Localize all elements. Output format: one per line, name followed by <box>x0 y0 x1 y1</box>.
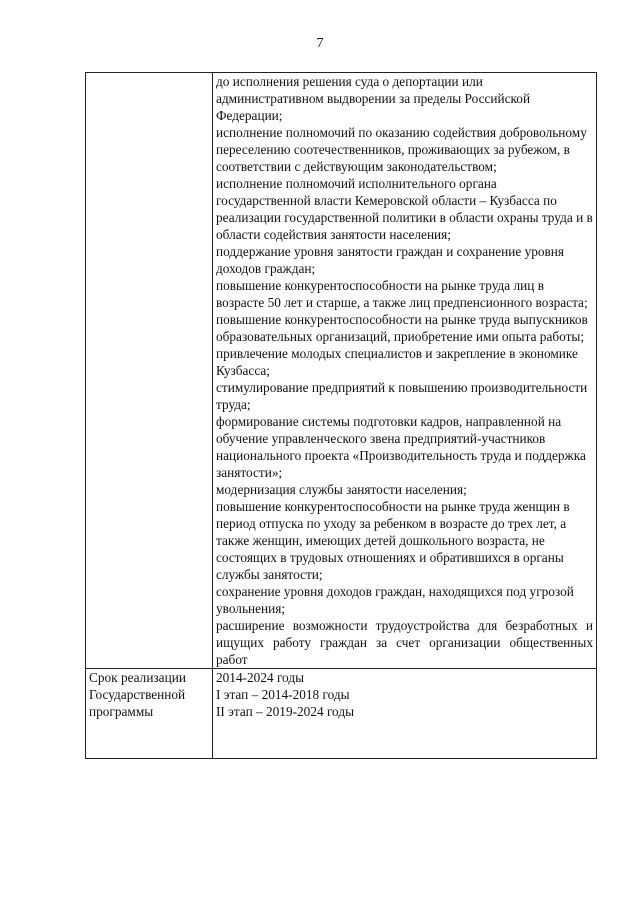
list-item: исполнение полномочий исполнительного органа государственной власти Кемеровской области – Кузбасса по реализации государственной политики в области охраны труда и в области содействия занятости населения; <box>216 176 593 242</box>
list-item: повышение конкурентоспособности на рынке труда лиц в возрасте 50 лет и старше, а также лиц предпенсионного возраста; <box>216 278 588 310</box>
row-label-cell: Срок реализации Государственной программы <box>86 669 213 759</box>
list-item: исполнение полномочий по оказанию содействия добровольному переселению соотечественников, проживающих за рубежом, в соответствии с действующим законодательством; <box>216 125 587 174</box>
list-item: сохранение уровня доходов граждан, находящихся под угрозой увольнения; <box>216 584 574 616</box>
table-row <box>86 73 597 669</box>
list-item: II этап – 2019-2024 годы <box>216 704 355 719</box>
row-content-cell <box>213 669 597 759</box>
list-item: повышение конкурентоспособности на рынке труда женщин в период отпуска по уходу за ребенком в возрасте до трех лет, а также женщин, имеющих детей дошкольного возраста, не состоящих в трудовых отношениях и обратившихся в органы службы занятости; <box>216 499 570 582</box>
list-item: поддержание уровня занятости граждан и сохранение уровня доходов граждан; <box>216 244 565 276</box>
list-item: привлечение молодых специалистов и закрепление в экономике Кузбасса; <box>216 346 578 378</box>
list-item: повышение конкурентоспособности на рынке труда выпускников образовательных организаций, приобретение ими опыта работы; <box>216 312 588 344</box>
row-label-cell <box>86 73 213 669</box>
program-passport-table <box>85 72 597 759</box>
table-row <box>86 669 597 759</box>
spacer <box>216 720 593 758</box>
list-item: I этап – 2014-2018 годы <box>216 687 350 702</box>
list-item: формирование системы подготовки кадров, направленной на обучение управленческого звена предприятий-участников национального проекта «Производительность труда и поддержка занятости»; <box>216 414 586 480</box>
list-item: стимулирование предприятий к повышению производительности труда; <box>216 380 588 412</box>
list-item: модернизация службы занятости населения; <box>216 482 467 497</box>
list-item: до исполнения решения суда о депортации или административном выдворении за пределы Российской Федерации; <box>216 74 531 123</box>
row-content-cell <box>213 73 597 669</box>
page-number: 7 <box>316 36 324 51</box>
list-item: расширение возможности трудоустройства для безработных и ищущих работу граждан за счет организации общественных работ <box>216 618 593 667</box>
list-item: 2014-2024 годы <box>216 670 305 685</box>
